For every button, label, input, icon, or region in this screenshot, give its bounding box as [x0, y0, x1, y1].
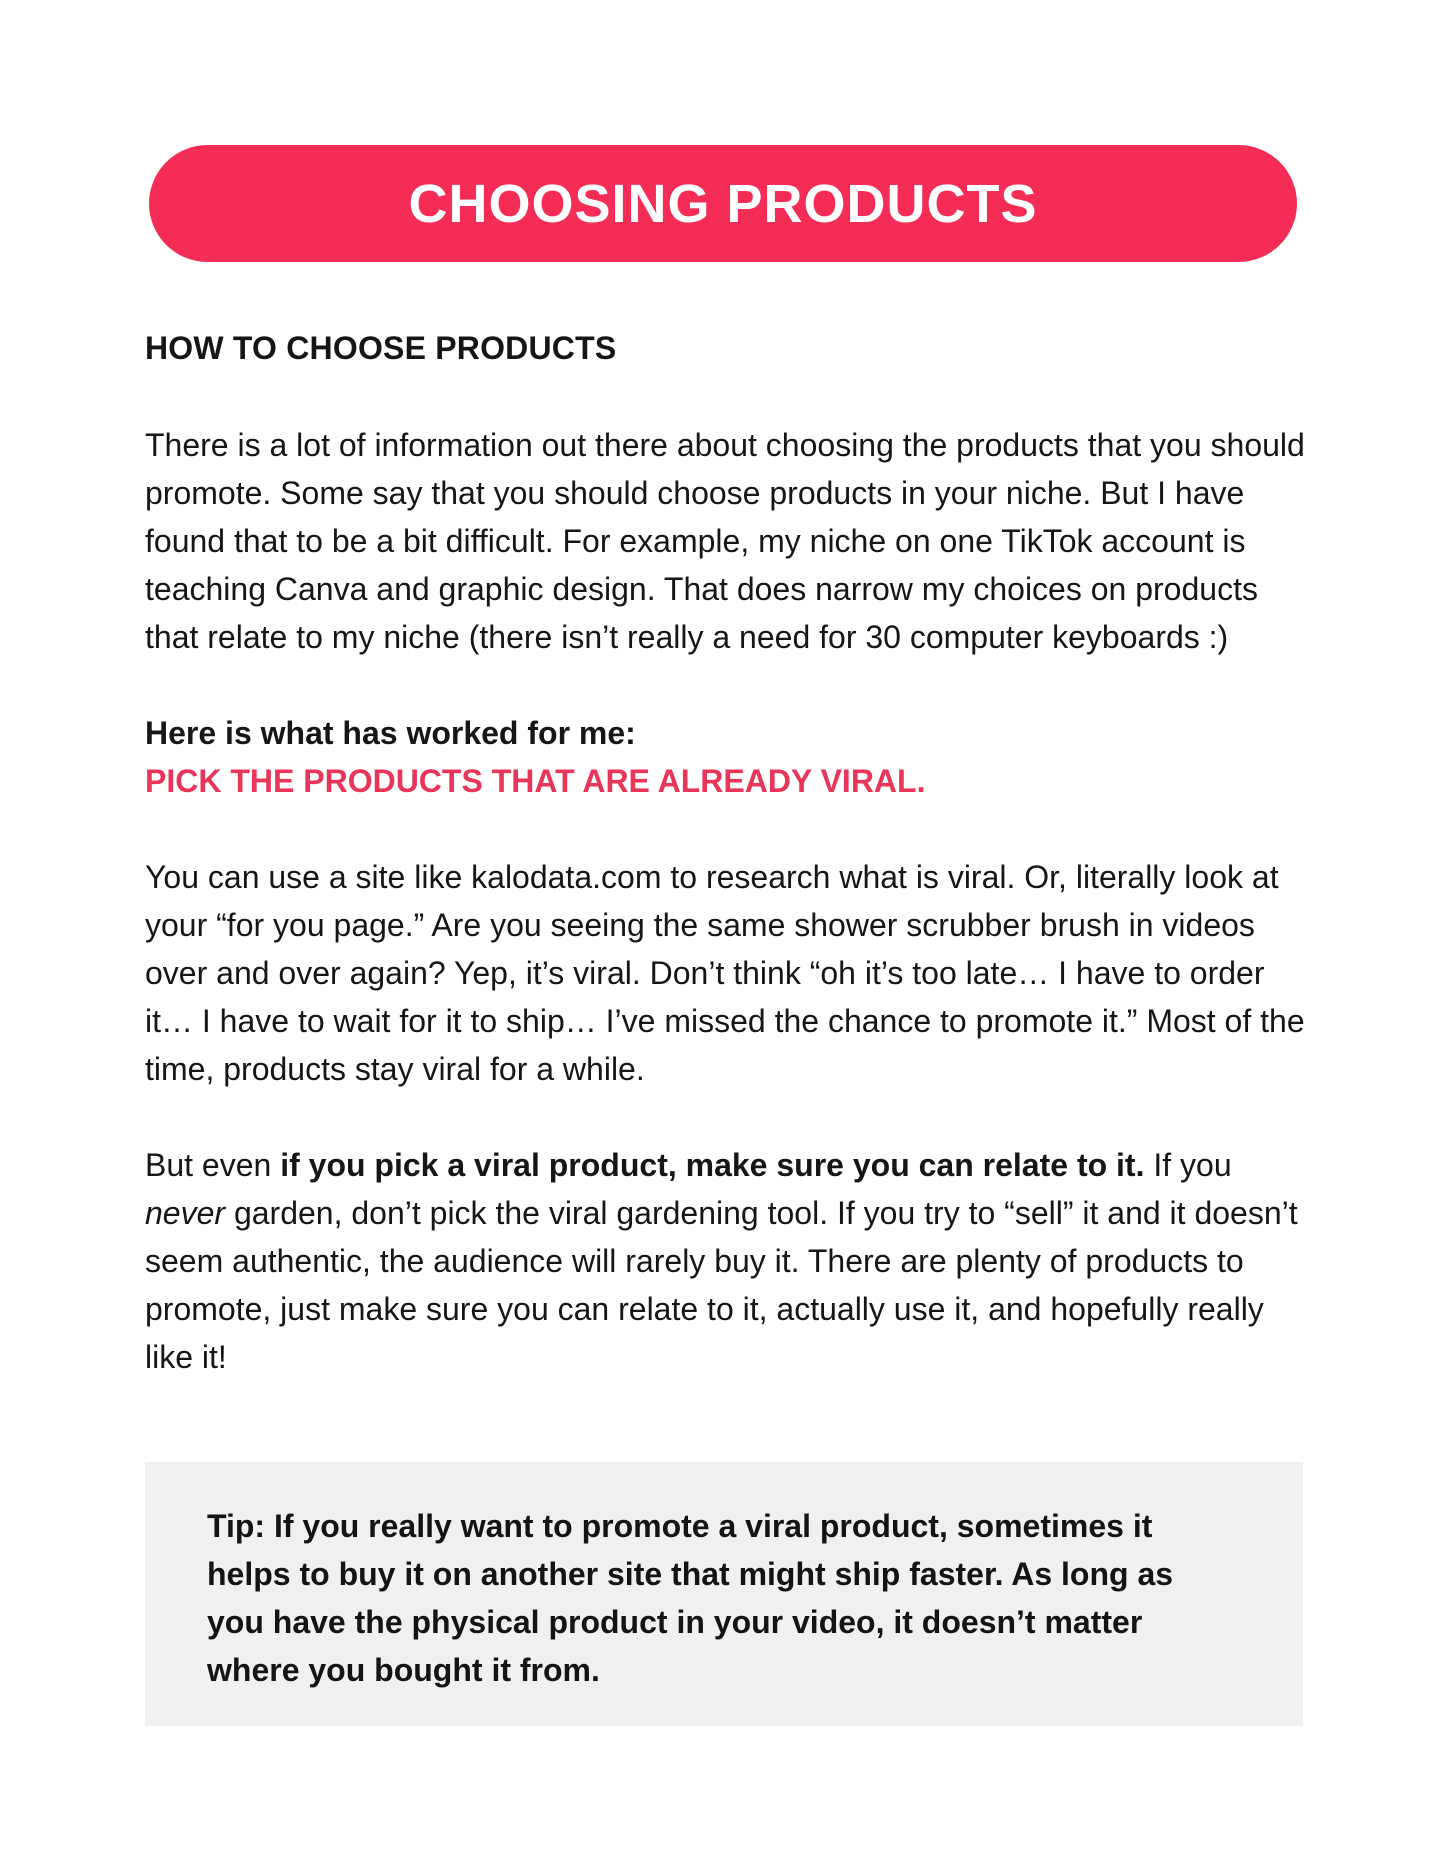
key-advice-lead: Here is what has worked for me:	[145, 715, 636, 751]
page-title: CHOOSING PRODUCTS	[408, 173, 1038, 234]
relate-paragraph-emphasis: if you pick a viral product, make sure you can relate to it.	[280, 1147, 1145, 1183]
key-advice-highlight: PICK THE PRODUCTS THAT ARE ALREADY VIRAL.	[145, 763, 926, 799]
key-advice-block	[145, 709, 1305, 805]
tip-text: Tip: If you really want to promote a viral product, sometimes it helps to buy it on another site that might ship faster. As long as you have the physical product in your video, it doesn’t matter where you bought it from.	[207, 1508, 1174, 1688]
relate-paragraph	[145, 1141, 1305, 1381]
relate-paragraph-start: But even	[145, 1147, 281, 1183]
title-banner	[149, 145, 1297, 262]
main-content	[145, 330, 1305, 1429]
research-paragraph: You can use a site like kalodata.com to research what is viral. Or, literally look at your “for you page.” Are you seeing the same shower scrubber brush in videos over and over again? Yep, it’s viral. Don’t think “oh it’s too late… I have to order it… I have to wait for it to ship… I’ve missed the chance to promote it.” Most of the time, products stay viral for a while.	[145, 859, 1305, 1087]
section-heading: HOW TO CHOOSE PRODUCTS	[145, 330, 617, 366]
relate-paragraph-middle: If you	[1144, 1147, 1232, 1183]
relate-paragraph-end: garden, don’t pick the viral gardening tool. If you try to “sell” it and it doesn’t seem authentic, the audience will rarely buy it. There are plenty of products to promote, just make sure you can relate to it, actually use it, and hopefully really like it!	[145, 1195, 1298, 1375]
tip-callout	[145, 1462, 1303, 1726]
relate-paragraph-italic: never	[145, 1195, 226, 1231]
intro-paragraph: There is a lot of information out there about choosing the products that you should promote. Some say that you should choose products in your niche. But I have found that to be a bit difficult. For example, my niche on one TikTok account is teaching Canva and graphic design. That does narrow my choices on products that relate to my niche (there isn’t really a need for 30 computer keyboards :)	[145, 427, 1305, 655]
